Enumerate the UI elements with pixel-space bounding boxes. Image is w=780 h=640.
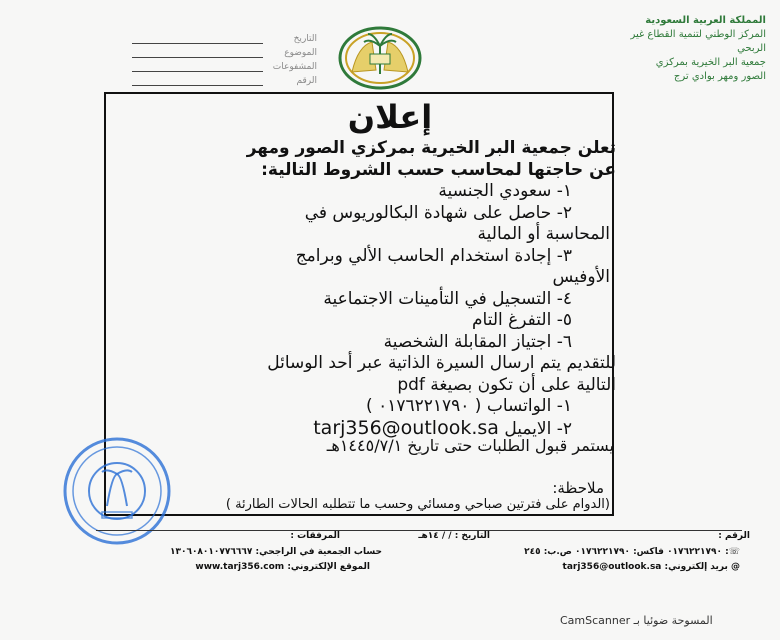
charity-logo-icon: [332, 24, 428, 90]
condition-2-cont: المحاسبة أو المالية: [477, 224, 610, 244]
org-line: المملكة العربية السعودية: [645, 15, 766, 26]
footer-email: @ بريد إلكتروني: tarj356@outlook.sa: [562, 562, 740, 572]
apply-line: للتقديم يتم ارسال السيرة الذاتية عبر أحد الوسائل: [267, 353, 616, 373]
camscanner-watermark: المسوحة ضوئيا بـ CamScanner: [560, 614, 713, 627]
condition-1: ١- سعودي الجنسية: [438, 181, 572, 201]
footer-bank: حساب الجمعية في الراجحي: ١٣٠٦٠٨٠١٠٧٧٦٦٦٧: [169, 547, 382, 557]
email-address: tarj356@outlook.sa: [313, 416, 499, 439]
announcement-body: [156, 138, 616, 440]
footer-website: الموقع الإلكتروني: www.tarj356.com: [195, 562, 370, 572]
condition-2: ٢- حاصل على شهادة البكالوريوس في: [304, 202, 572, 223]
condition-3-cont: الأوفيس: [552, 267, 610, 287]
org-header: [561, 14, 766, 84]
org-line: جمعية البر الخيرية بمركزي: [655, 57, 766, 68]
note-heading: ملاحظة:: [552, 479, 604, 497]
footer-phone: ☏: ٠١٧٦٢٢١٧٩٠ فاكس: ٠١٧٦٢٢١٧٩٠ ص.ب: ٢٤٥: [524, 547, 740, 557]
intro-line: عن حاجتها لمحاسب حسب الشروط التالية:: [261, 159, 616, 180]
email-label: ٢- الايميل: [504, 418, 572, 439]
condition-4: ٤- التسجيل في التأمينات الاجتماعية: [323, 288, 572, 309]
org-line: المركز الوطني لتنمية القطاع غير: [630, 29, 766, 40]
footer-date: التاريخ : / / ١٤هـ: [418, 531, 490, 541]
org-line: الربحي: [737, 43, 766, 54]
footer-ref: الرقم :: [718, 531, 750, 541]
field-date: التاريخ: [132, 30, 317, 44]
org-line: الصور ومهر بوادي ترج: [673, 71, 766, 82]
condition-6: ٦- اجتياز المقابلة الشخصية: [383, 331, 572, 352]
field-attachments: المشفوعات: [132, 58, 317, 72]
apply-line: التالية على أن تكون بصيغة pdf: [397, 374, 616, 395]
condition-3: ٣- إجادة استخدام الحاسب الألي وبرامج: [295, 245, 572, 266]
header-fields: [132, 30, 317, 86]
intro-line: تعلن جمعية البر الخيرية بمركزي الصور ومهر: [246, 138, 616, 158]
condition-5: ٥- التفرغ التام: [472, 310, 572, 330]
announcement-title: إعلان: [347, 98, 433, 136]
apply-whatsapp: ١- الواتساب ( ٠١٧٦٢٢١٧٩٠ ): [366, 396, 572, 416]
field-number: الرقم: [132, 72, 317, 86]
field-subject: الموضوع: [132, 44, 317, 58]
footer-attachments: المرفقات :: [290, 531, 340, 541]
note-text: (الدوام على فترتين صباحي ومسائي وحسب ما تتطلبه الحالات الطارئة ): [225, 497, 610, 512]
deadline-text: يستمر قبول الطلبات حتى تاريخ ١٤٤٥/٧/١هـ: [326, 436, 614, 455]
